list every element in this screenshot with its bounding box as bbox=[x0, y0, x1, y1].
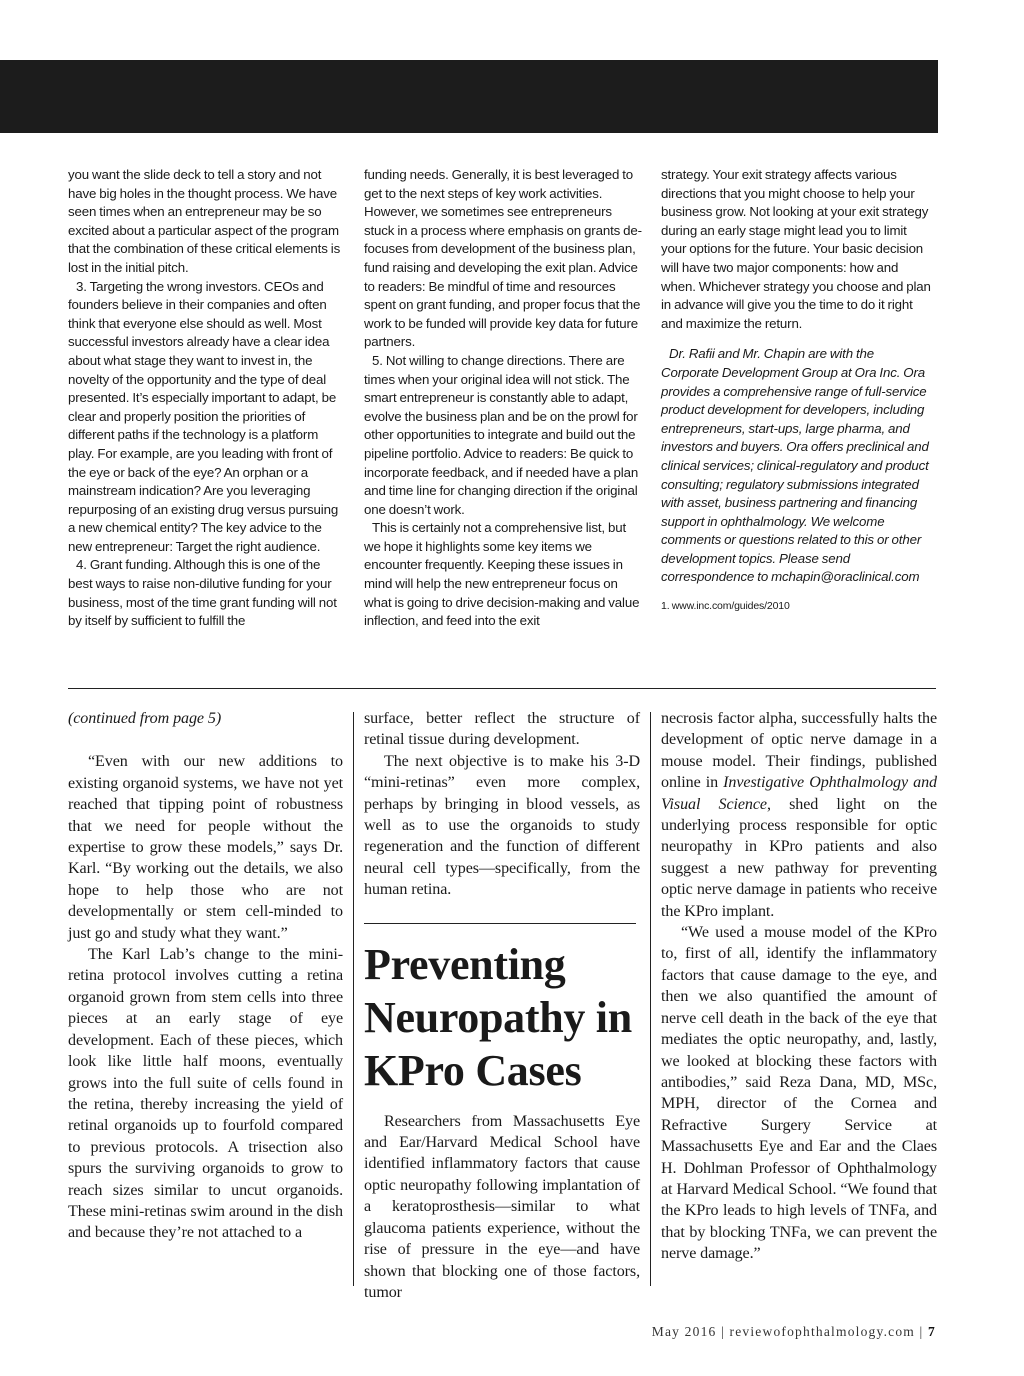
column-divider bbox=[353, 712, 354, 1286]
page-number: 7 bbox=[928, 1324, 936, 1339]
page-footer bbox=[652, 1324, 936, 1340]
text-run: necrosis factor alpha, successfully halts the development of optic nerve damage in a mouse model. Their findings, published online in bbox=[661, 710, 937, 792]
article-headline: Preventing Neuropathy in KPro Cases bbox=[364, 939, 632, 1095]
header-bar bbox=[0, 60, 938, 133]
author-bio: Dr. Rafii and Mr. Chapin are with the Corporate Development Group at Ora Inc. Ora provides a comprehensive range of full-service product development for developers, including entrepreneurs, start-ups, large pharma, and investors and buyers. Ora offers preclinical and clinical services; clinical-regulatory and product consulting; regulatory submissions integrated with asset, business partnering and financing support in ophthalmology. We welcome comments or questions related to this or other development topics. Please send correspondence to mchapin@oraclinical.com bbox=[661, 346, 929, 585]
top-column-1 bbox=[68, 166, 344, 631]
footnote: 1. www.inc.com/guides/2010 bbox=[661, 600, 790, 613]
paragraph: 3. Targeting the wrong investors. CEOs and founders believe in their companies and often think that everyone else should as well. Most successful investors already have a clear idea about what stage they want to invest in, the novelty of the opportunity and the type of deal presented. It’s especially important to adapt, be clear and properly position the priorities of different paths if the technology is a platform play. For example, are you leading with front of the eye or back of the eye? An orphan or a mainstream indication? Are you leveraging repurposing of an existing drug versus pursuing a new chemical entity? The key advice to the new entrepreneur: Target the right audience. bbox=[68, 278, 339, 554]
paragraph: Researchers from Massachusetts Eye and Ear/Harvard Medical School have identified inflammatory factors that cause optic neuropathy following implantation of a keratoprosthesis—similar to what glaucoma patients experience, without the rise of pressure in the eye—and have shown that blocking one of those factors, tumor bbox=[364, 1112, 640, 1301]
section-divider bbox=[68, 688, 936, 689]
paragraph: The Karl Lab’s change to the mini-retina protocol involves cutting a retina organoid grown from stem cells into three pieces at an early stage of eye development. Each of these pieces, which look like little half moons, eventually grows into the full suite of cells found in the retina, thereby increasing the yield of retinal organoids up to fourfold compared to previous protocols. A trisection also spurs the surviving organoids to grow to reach sizes similar to uncut organoids. These mini-retinas swim around in the dish and because they’re not attached to a bbox=[68, 946, 343, 1242]
paragraph: “Even with our new additions to existing organoid systems, we have not yet reached that tipping point of robustness that we need for people without the expertise to grow these models,” says Dr. Karl. “By working out the details, we also hope to help those who are not developmentally or stem cell-minded to just go and study what they want.” bbox=[68, 753, 343, 942]
paragraph: This is certainly not a comprehensive list, but we hope it highlights some key items we encounter frequently. Keeping these issues in mind will help the new entrepreneur focus on what is going to drive decision-making and value inflection, and feed into the exit bbox=[364, 520, 640, 629]
footer-text: May 2016 | reviewofophthalmology.com | bbox=[651, 1324, 924, 1339]
journal-title: Investigative Ophthalmology and Visual Science bbox=[661, 774, 937, 813]
paragraph: “We used a mouse model of the KPro to, first of all, identify the inflammatory factors that cause damage to the eye, and then we also quantified the amount of nerve cell death in the back of the eye that mediates the optic neuropathy, and, lastly, we looked at blocking these factors with antibodies,” said Reza Dana, MD, MSc, MPH, director of the Cornea and Refractive Surgery Service at Massachusetts Eye and Ear and the Claes H. Dohlman Professor of Ophthalmology at Harvard Medical School. “We found that the KPro leads to high levels of TNFa, and that by blocking TNFa, we can prevent the nerve damage.” bbox=[661, 924, 937, 1263]
continued-note: (continued from page 5) bbox=[68, 710, 222, 727]
text-run: , shed light on the underlying process responsible for optic neuropathy in KPro patients and also suggest a new pathway for preventing optic nerve damage in patients who receive the KPro implant. bbox=[661, 795, 937, 920]
paragraph: funding needs. Generally, it is best leveraged to get to the next steps of key work activities. However, we sometimes see entrepreneurs stuck in a process where emphasis on grants de-focuses from development of the business plan, fund raising and developing the exit plan. Advice to readers: Be mindful of time and resources spent on grant funding, and proper focus that the work to be funded will provide key data for future partners. bbox=[364, 167, 642, 350]
top-column-3 bbox=[661, 166, 931, 616]
bottom-column-1 bbox=[68, 708, 343, 1244]
paragraph: 5. Not willing to change directions. There are times when your original idea will not stick. The smart entrepreneur is constantly able to adapt, evolve the business plan and be on the prowl for other opportunities to integrate and build out the pipeline portfolio. Advice to readers: Be quick to incorporate feedback, and if needed have a plan and time line for changing direction if the original one doesn’t work. bbox=[364, 352, 639, 517]
bottom-column-2 bbox=[364, 708, 640, 1303]
headline-rule bbox=[364, 923, 636, 924]
paragraph: 4. Grant funding. Although this is one of the best ways to raise non-dilutive funding for your business, most of the time grant funding will not by itself by sufficient to fulfill the bbox=[68, 557, 337, 629]
paragraph: surface, better reflect the structure of retinal tissue during development. bbox=[364, 710, 640, 749]
paragraph: you want the slide deck to tell a story and not have big holes in the thought process. We have seen times when an entrepreneur may be so excited about a particular aspect of the program that the combination of these critical elements is lost in the initial pitch. bbox=[68, 167, 341, 275]
paragraph: The next objective is to make his 3-D “mini-retinas” even more complex, perhaps by bringing in blood vessels, as well as to use the organoids to study regeneration and the function of different neural cell types—specifically, from the human retina. bbox=[364, 752, 640, 899]
top-column-2 bbox=[364, 166, 642, 631]
paragraph bbox=[661, 708, 937, 922]
paragraph: strategy. Your exit strategy affects various directions that you might choose to help your business grow. Not looking at your exit strategy during an early stage might lead you to limit your options for the future. Your basic decision will have two major components: how and when. Whichever strategy you choose and plan in advance will give you the time to do it right and maximize the return. bbox=[661, 167, 931, 331]
bottom-column-3 bbox=[661, 708, 937, 1265]
column-divider bbox=[650, 712, 651, 1286]
